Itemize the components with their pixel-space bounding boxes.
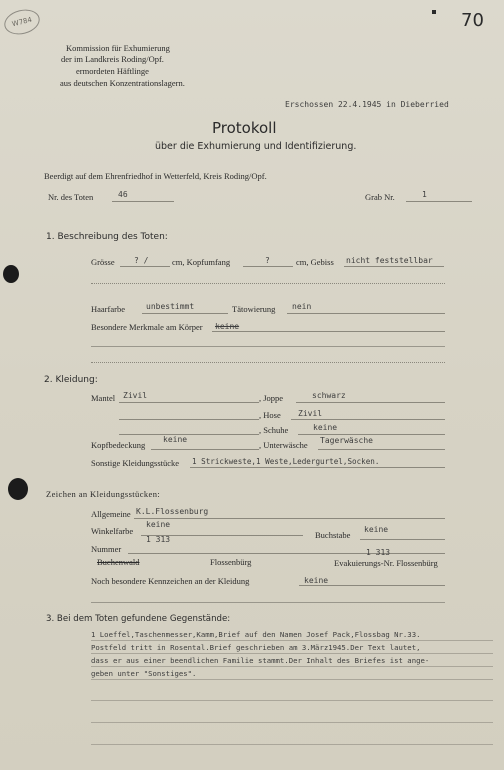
evac-number-value: 1 313 (366, 548, 391, 557)
teeth-value: nicht feststellbar (346, 256, 433, 265)
head-value: ? (265, 256, 270, 265)
section-3-title: 3. Bei dem Toten gefundene Gegenstände: (46, 614, 231, 624)
headwear-value: keine (163, 435, 188, 444)
hair-label: Haarfarbe (91, 304, 125, 314)
section-2-title: 2. Kleidung: (44, 375, 98, 385)
corner-mark (432, 10, 436, 14)
tattoo-value: nein (292, 302, 312, 311)
other-marks-label: Noch besondere Kennzeichen an der Kleidung (91, 576, 250, 586)
underwear-value: Tagerwäsche (320, 436, 373, 445)
size-value: ? / (134, 256, 149, 265)
shot-note: Erschossen 22.4.1945 in Dieberried (285, 100, 449, 109)
triangle-color-value: keine (146, 520, 171, 529)
shoes-label: , Schuhe (259, 425, 289, 435)
number-label: Nummer (91, 544, 122, 554)
commission-line-3: ermordeten Häftlinge (76, 66, 149, 76)
underwear-label: , Unterwäsche (259, 440, 308, 450)
punch-hole-bottom (8, 478, 28, 500)
general-mark-label: Allgemeine (91, 509, 131, 519)
section-1-title: 1. Beschreibung des Toten: (46, 232, 168, 242)
evac-number-label: Evakuierungs-Nr. Flossenbürg (334, 558, 438, 568)
number-value: 1 313 (146, 535, 171, 544)
page-number: 70 (461, 10, 484, 31)
trousers-label: , Hose (259, 410, 281, 420)
letter-label: Buchstabe (315, 530, 351, 540)
body-number-value: 46 (118, 190, 128, 199)
commission-line-1: Kommission für Exhumierung (66, 43, 170, 53)
shoes-value: keine (313, 423, 338, 432)
items-line-2: Postfeld tritt in Rosental.Brief geschrieben am 3.März1945.Der Text lautet, (91, 643, 421, 652)
grave-number-label: Grab Nr. (365, 192, 395, 202)
triangle-color-label: Winkelfarbe (91, 526, 134, 536)
body-number-label: Nr. des Toten (48, 192, 94, 202)
items-line-3: dass er aus einer beendlichen Familie stammt.Der Inhalt des Briefes ist ange- (91, 656, 430, 665)
tattoo-label: Tätowierung (232, 304, 276, 314)
jacket-value: schwarz (312, 391, 346, 400)
jacket-label: , Joppe (259, 393, 284, 403)
flossenburg-label: Flossenbürg (210, 557, 252, 567)
commission-line-2: der im Landkreis Roding/Opf. (61, 54, 164, 64)
archive-stamp: W784 (2, 6, 43, 38)
burial-text: Beerdigt auf dem Ehrenfriedhof in Wetterfeld, Kreis Roding/Opf. (44, 171, 267, 181)
items-line-1: 1 Loeffel,Taschenmesser,Kamm,Brief auf den Namen Josef Pack,Flossbag Nr.33. (91, 630, 421, 639)
marks-value: keine (215, 322, 240, 331)
other-clothing-value: 1 Strickweste,1 Weste,Ledergurtel,Socken. (192, 457, 380, 466)
coat-label: Mantel (91, 393, 116, 403)
punch-hole-top (3, 265, 19, 283)
other-marks-value: keine (304, 576, 329, 585)
general-mark-value: K.L.Flossenburg (136, 507, 209, 516)
grave-number-value: 1 (422, 190, 427, 199)
hair-value: unbestimmt (146, 302, 195, 311)
head-unit-label: cm, Gebiss (296, 257, 334, 267)
letter-value: keine (364, 525, 389, 534)
marks-section-title: Zeichen an Kleidungsstücken: (46, 489, 161, 499)
headwear-label: Kopfbedeckung (91, 440, 146, 450)
size-label: Grösse (91, 257, 115, 267)
trousers-value: Zivil (298, 409, 323, 418)
items-line-4: geben unter "Sonstiges". (91, 669, 197, 678)
marks-label: Besondere Merkmale am Körper (91, 322, 203, 332)
buchenwald-label: Buchenwald (97, 557, 140, 567)
size-unit-label: cm, Kopfumfang (172, 257, 231, 267)
coat-value: Zivil (123, 391, 148, 400)
other-clothing-label: Sonstige Kleidungsstücke (91, 458, 180, 468)
protocol-subtitle: über die Exhumierung und Identifizierung. (155, 141, 357, 152)
protocol-title: Protokoll (212, 119, 277, 137)
commission-line-4: aus deutschen Konzentrationslagern. (60, 78, 185, 88)
